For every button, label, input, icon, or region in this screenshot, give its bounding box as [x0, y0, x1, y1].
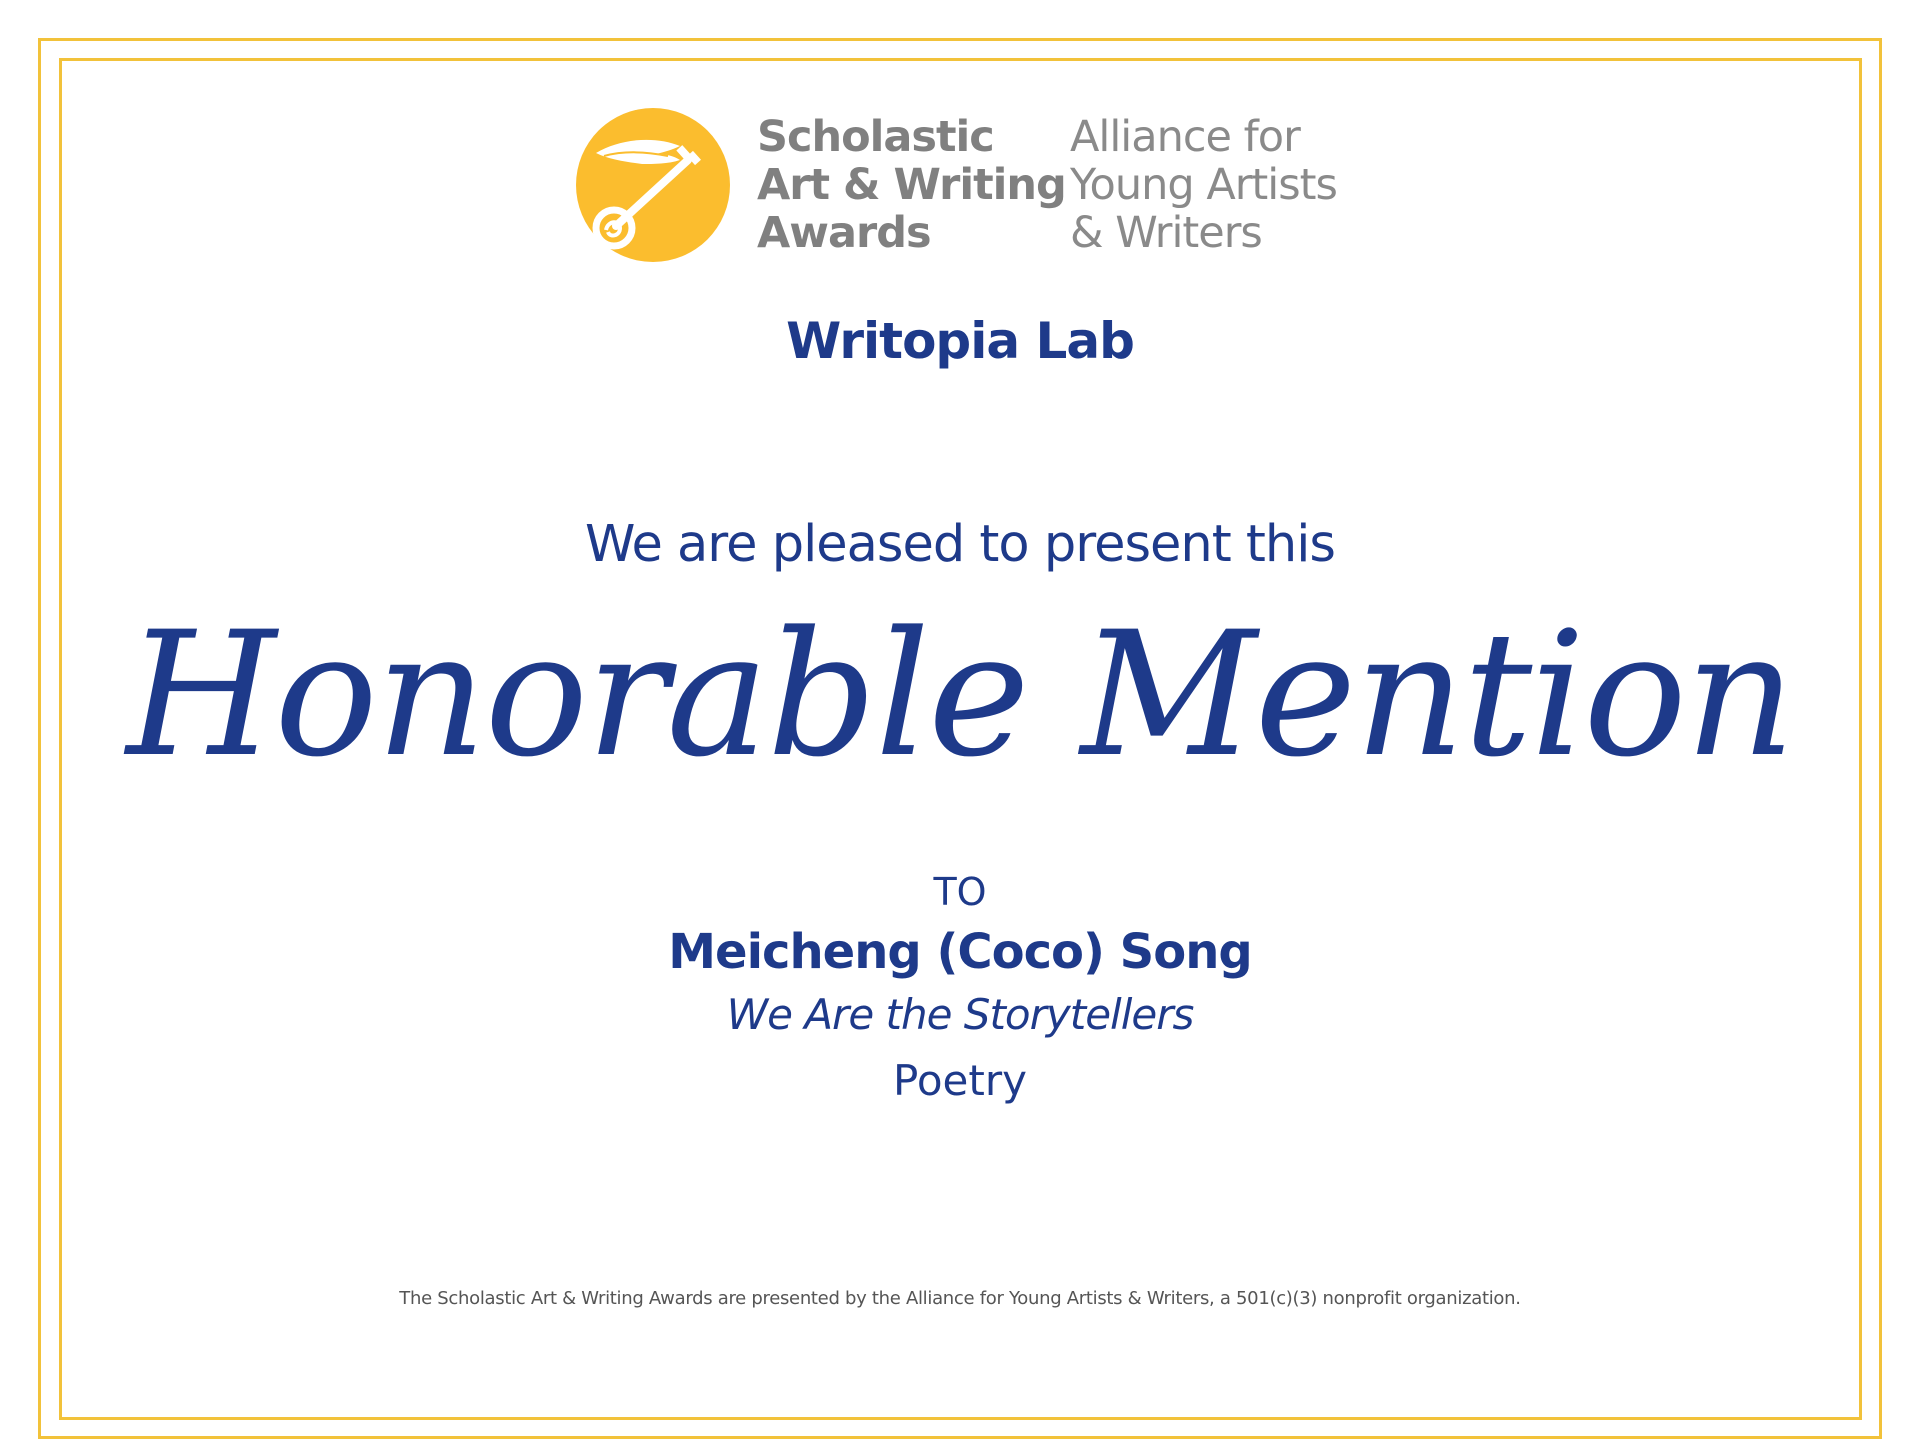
- work-title: We Are the Storytellers: [726, 990, 1194, 1039]
- alliance-line-3: & Writers: [1070, 208, 1262, 258]
- to-label: TO: [933, 870, 987, 914]
- scholastic-awards-wordmark: [757, 113, 1066, 257]
- organization-name: Writopia Lab: [786, 312, 1134, 370]
- intro-text: We are pleased to present this: [585, 515, 1335, 574]
- work-category: Poetry: [893, 1056, 1027, 1105]
- wordmark-line-3: Awards: [757, 208, 931, 258]
- wordmark-line-1: Scholastic: [757, 112, 994, 162]
- footer-note: The Scholastic Art & Writing Awards are presented by the Alliance for Young Artists & Writers, a 501(c)(3) nonprofit organization.: [399, 1288, 1521, 1309]
- winged-key-icon: [576, 108, 730, 262]
- alliance-line-2: Young Artists: [1070, 160, 1337, 210]
- alliance-wordmark: [1070, 113, 1337, 257]
- recipient-name: Meicheng (Coco) Song: [668, 924, 1252, 980]
- award-title: Honorable Mention: [126, 594, 1794, 795]
- wordmark-line-2: Art & Writing: [757, 160, 1066, 210]
- alliance-line-1: Alliance for: [1070, 112, 1300, 162]
